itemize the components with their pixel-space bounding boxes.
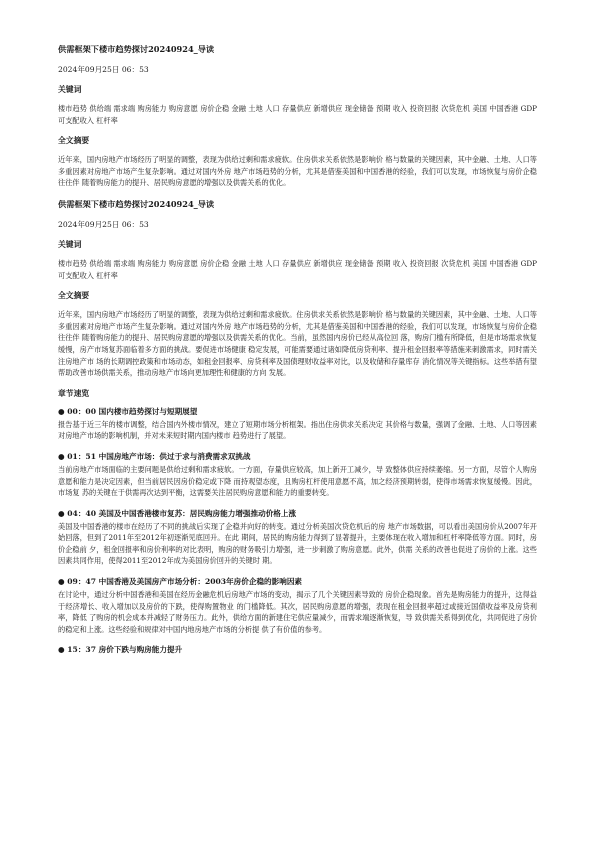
summary-text-full: 近年来，国内房地产市场经历了明显的调整，表现为供给过剩和需求疲软。住房供求关系依然是影响价 格与数量的关键因素，其中金融、土地、人口等多重因素对房地产市场产生复杂影响。通过对国内外房 地产市场趋势的分析，尤其是借鉴美国和中国香港的经验，我们可以发现，市场恢复与房价企稳往往伴 随着购房能力的提升、居民购房意愿的增强以及供需关系的优化。当前，虽然国内房价已经从高位回 落，购房门槛有所降低，但是市场需求恢复缓慢，房产市场复苏面临着多方面的挑战。要促进市场健康 稳定发展，可能需要通过诸如降低房贷利率、提升租金回报率等措施来刺激需求，同时需关注房地产市 场的长期调控政策和市场动态，如租金回报率、房贷利率及国债理财收益率对比，以及收储和存量库存 消化情况等关键指标。这些举措有望帮助改善市场供需关系，推动房地产市场向更加理性和健康的方向 发展。 bbox=[58, 310, 537, 378]
keywords-heading-repeat: 关键词 bbox=[58, 239, 82, 249]
chapter-title: ● 00：00 国内楼市趋势探讨与短期展望 bbox=[58, 406, 198, 416]
chapter-item bbox=[58, 577, 537, 635]
doc-datetime: 2024年09月25日 06：53 bbox=[58, 65, 149, 74]
summary-heading-repeat: 全文摘要 bbox=[58, 291, 90, 301]
doc-datetime-repeat: 2024年09月25日 06：53 bbox=[58, 219, 149, 229]
keywords-text-repeat: 楼市趋势 供给端 需求端 购房能力 购房意愿 房价企稳 金融 土地 人口 存量供应 新增供应 现金储备 预期 收入 投资回报 次贷危机 美国 中国香港 GDP 可支配收入 杠杆率 bbox=[58, 258, 537, 280]
summary-heading: 全文摘要 bbox=[58, 136, 90, 146]
chapter-text: 当前房地产市场面临的主要问题是供给过剩和需求疲软。一方面，存量供应较高，加上新开工减少，导 致整体供应持续萎缩。另一方面，尽管个人购房意愿和能力是决定因素，但当前居民因房价稳定或下降 而持观望态度，且购房杠杆使用意愿不高，加之经济预期转弱，使得市场需求恢复缓慢。因此，市场复 苏的关键在于供需再次达到平衡，这需要关注居民购房意愿和能力的重要转变。 bbox=[58, 464, 537, 498]
chapter-title: ● 01：51 中国房地产市场：供过于求与消费需求双挑战 bbox=[58, 451, 251, 461]
doc-title: 供需框架下楼市趋势探讨20240924_导读 bbox=[58, 44, 215, 54]
chapters-heading: 章节速览 bbox=[58, 388, 90, 398]
chapter-title: ● 09：47 中国香港及美国房产市场分析：2003年房价企稳的影响因素 bbox=[58, 577, 303, 587]
chapter-item bbox=[58, 407, 537, 442]
chapter-text: 美国及中国香港的楼市在经历了不同的挑战后实现了企稳并向好的转变。通过分析美国次贷危机后的房 地产市场数据，可以看出美国房价从2007年开始回落，但到了2011年至2012年初逐渐见底回升。在此 期间，居民的购房能力得到了显著提升，主要体现在收入增加和杠杆率降低等方面。同时，房价企稳前 夕，租金回报率和房价利率的对比表明，购房的财务吸引力增强，进一步刺激了购房意愿。此外，供需 关系的改善也促进了房价的上涨。这些因素共同作用，使得2011至2012年成为美国房价回升的关键时 期。 bbox=[58, 521, 537, 566]
doc-title-repeat: 供需框架下楼市趋势探讨20240924_导读 bbox=[58, 198, 215, 209]
chapter-item bbox=[58, 645, 537, 655]
chapter-item bbox=[58, 452, 537, 499]
keywords-text: 楼市趋势 供给端 需求端 购房能力 购房意愿 房价企稳 金融 土地 人口 存量供应 新增供应 现金储备 预期 收入 投资回报 次贷危机 美国 中国香港 GDP 可支配收入 杠杆率 bbox=[58, 104, 537, 125]
chapter-item bbox=[58, 509, 537, 567]
summary-text: 近年来，国内房地产市场经历了明显的调整，表现为供给过剩和需求疲软。住房供求关系依然是影响价 格与数量的关键因素，其中金融、土地、人口等多重因素对房地产市场产生复杂影响。通过对国内外房 地产市场趋势的分析，尤其是借鉴美国和中国香港的经验，我们可以发现，市场恢复与房价企稳往往伴 随着购房能力的提升、居民购房意愿的增强以及供需关系的优化。 bbox=[58, 155, 537, 188]
chapter-title: ● 04：40 美国及中国香港楼市复苏：居民购房能力增强推动价格上涨 bbox=[58, 508, 297, 518]
chapter-text: 报告基于近三年的楼市调整，结合国内外楼市情况，建立了短期市场分析框架。指出住房供求关系决定 其价格与数量，强调了金融、土地、人口等因素对房地产市场的影响机制，并对未来短时期内国内楼市 趋势进行了展望。 bbox=[58, 419, 537, 441]
chapter-title: ● 15：37 房价下跌与购房能力提升 bbox=[58, 645, 183, 655]
keywords-heading: 关键词 bbox=[58, 85, 82, 94]
chapter-text: 在讨论中，通过分析中国香港和美国在经历金融危机后房地产市场的变动，揭示了几个关键因素导致的 房价企稳现象。首先是购房能力的提升，这得益于经济增长、收入增加以及房价的下跌，使得购置物业 的门槛降低。其次，居民购房意愿的增强，表现在租金回报率超过或接近国债收益率及房贷利率，降低 了购房的机会成本并减轻了财务压力。此外，供给方面的新建住宅供应量减少，而需求端逐渐恢复，导 致供需关系得到优化，共同促进了房价的稳定和上涨。这些经验和规律对中国内地房地产市场的分析提 供了有价值的参考。 bbox=[58, 590, 537, 634]
